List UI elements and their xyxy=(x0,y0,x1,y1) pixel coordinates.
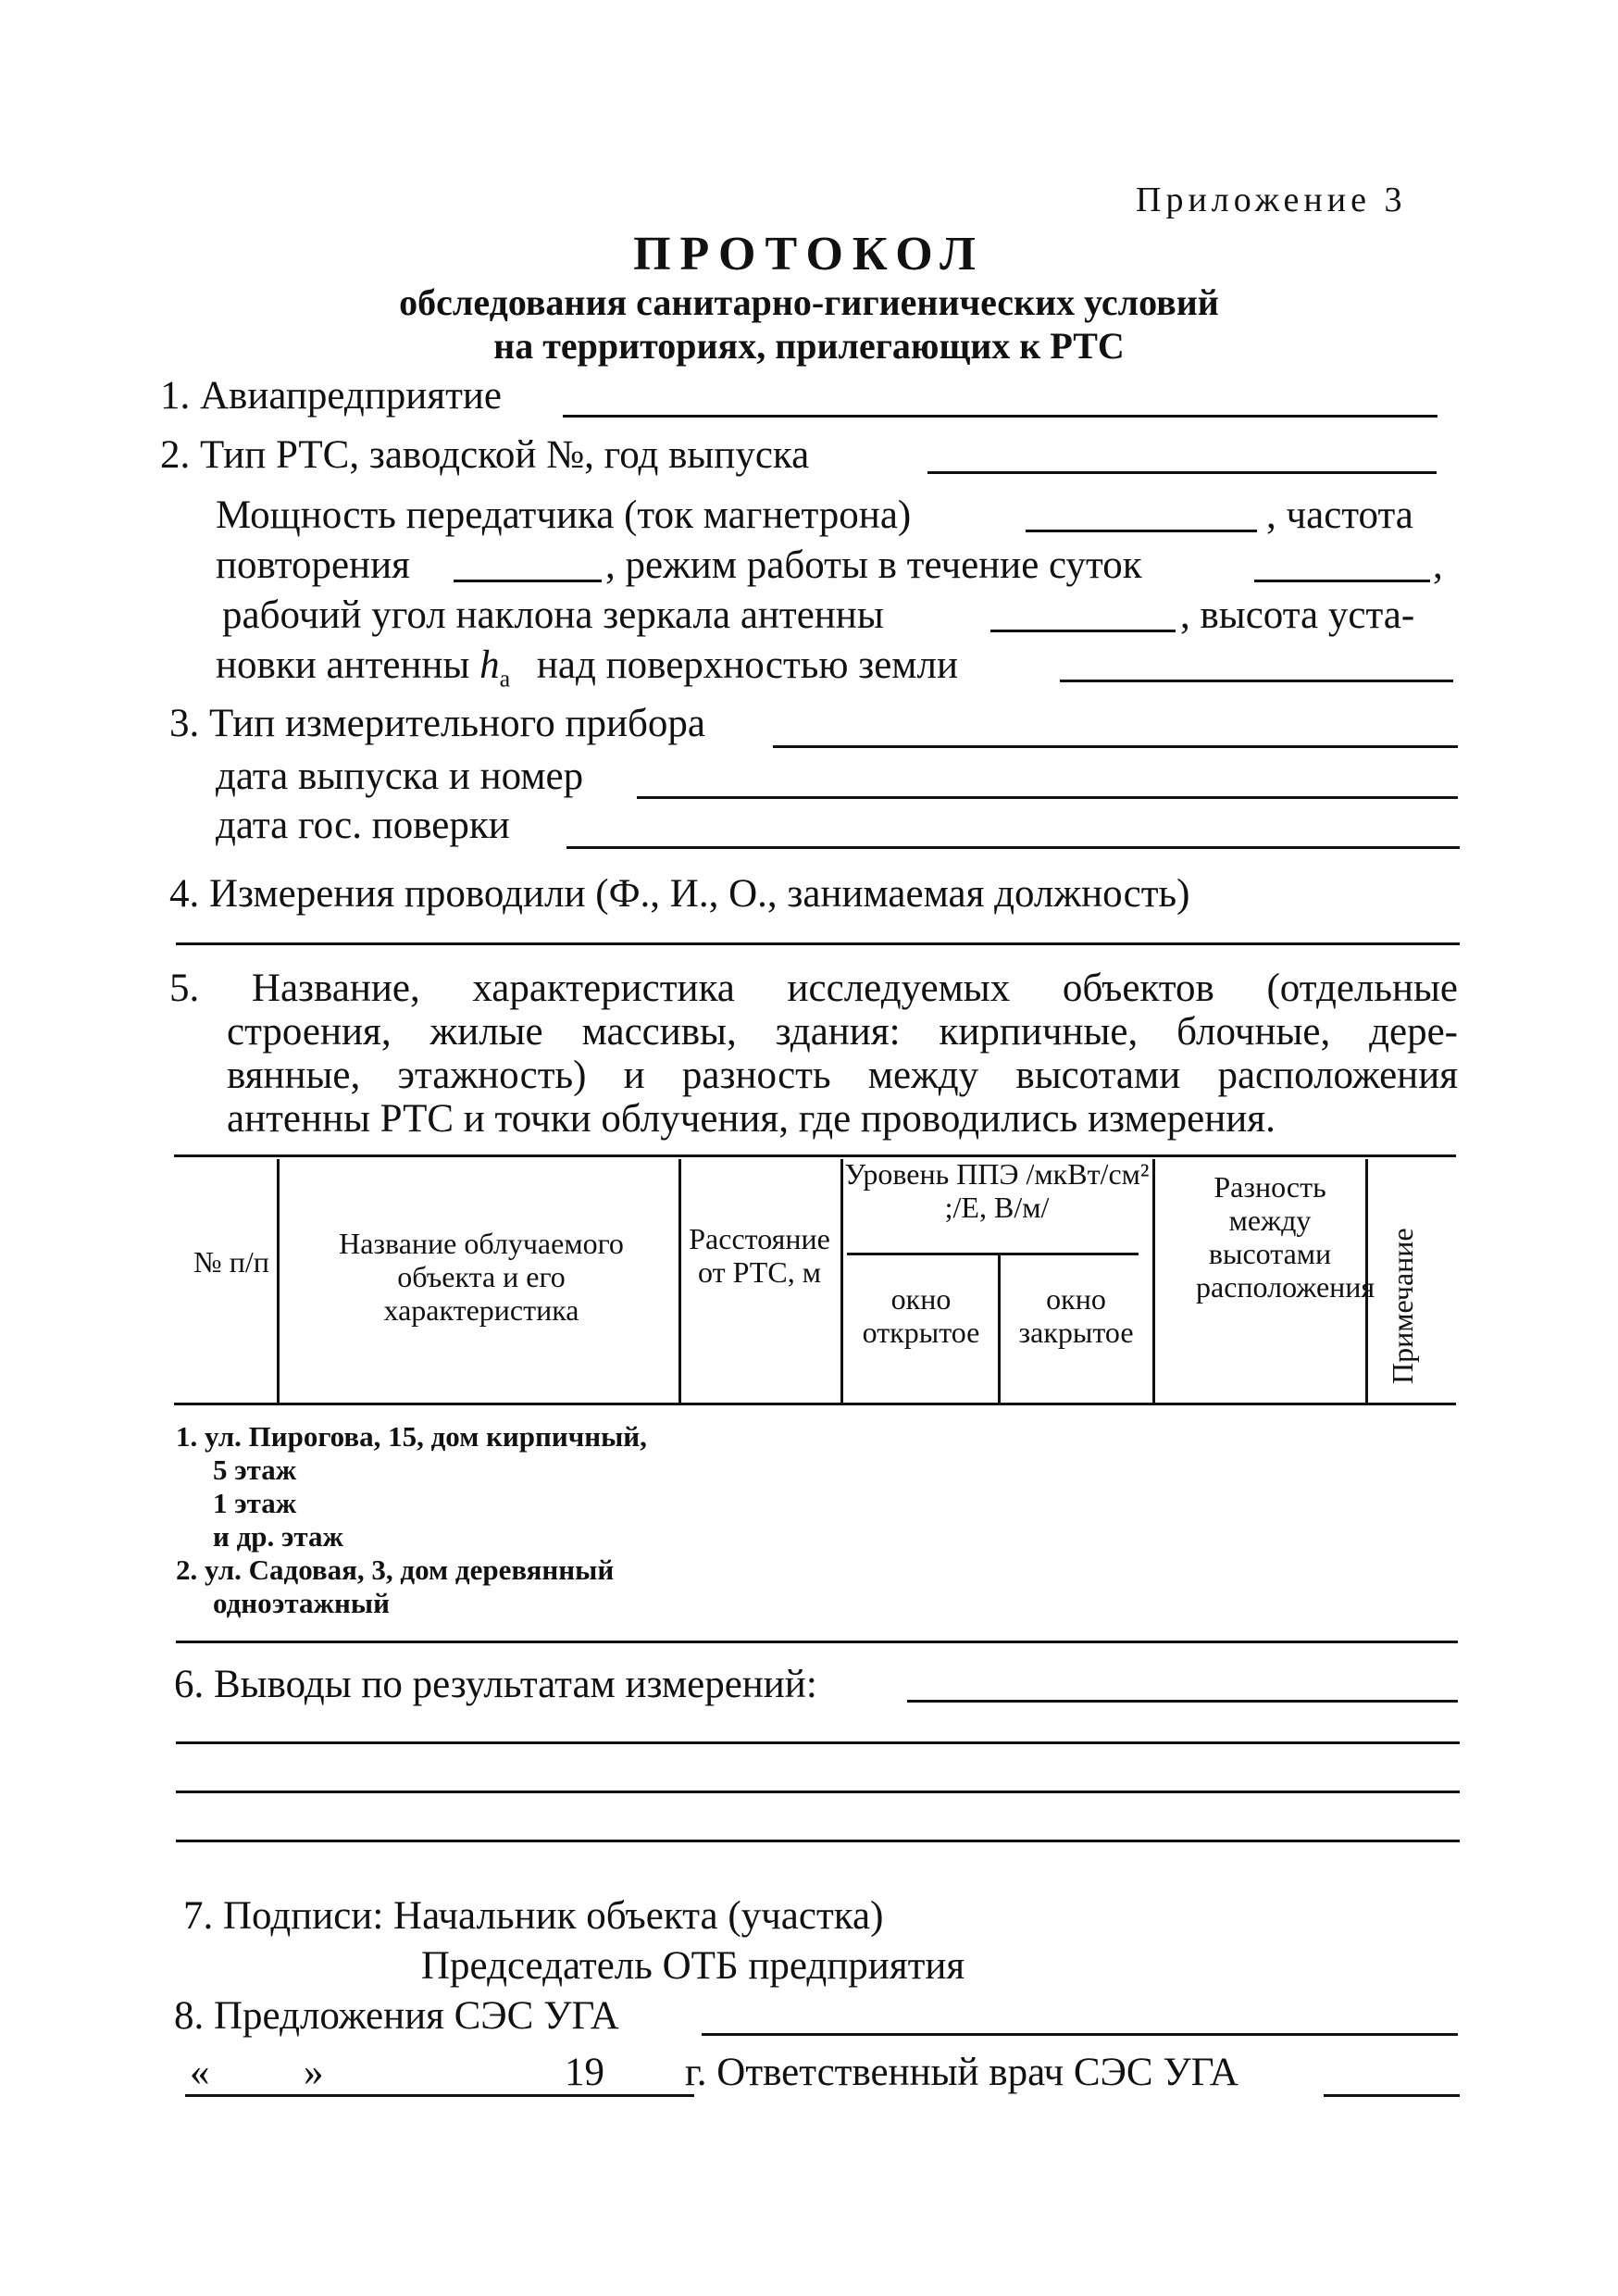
item-2-angle-label: рабочий угол наклона зеркала антенны xyxy=(222,593,884,637)
document-title: ПРОТОКОЛ xyxy=(633,228,985,281)
responsible-doctor-label: г. Ответственный врач СЭС УГА xyxy=(685,2051,1238,2094)
item-5-line-4: антенны РТС и точки облучения, где проводились измерения. xyxy=(227,1097,1276,1141)
item-6-field-3[interactable] xyxy=(176,1791,1460,1793)
item-2-repeat-label: повторения xyxy=(216,543,410,587)
table-row: одноэтажный xyxy=(213,1587,390,1619)
item-2-height-label: , высота уста- xyxy=(1180,593,1415,637)
header-object-name: Название облучаемого объекта и его характеристика xyxy=(339,1227,624,1327)
table-row: 5 этаж xyxy=(213,1454,297,1486)
item-2-antenna-label xyxy=(216,645,958,692)
table-end-rule xyxy=(176,1641,1458,1643)
item-3-label: 3. Тип измерительного прибора xyxy=(169,702,705,745)
table-row: 2. ул. Садовая, 3, дом деревянный xyxy=(176,1554,615,1586)
item-2-power-label: Мощность передатчика (ток магнетрона) xyxy=(216,493,912,537)
item-5-line-2: строения, жилые массивы, здания: кирпичные, блочные, дере- xyxy=(227,1010,1458,1054)
item-8-field[interactable] xyxy=(702,2033,1458,2036)
item-7-chairman: Председатель ОТБ предприятия xyxy=(421,1944,965,1988)
item-2-frequency-label: , частота xyxy=(1266,493,1413,537)
item-6-field-1[interactable] xyxy=(907,1700,1458,1703)
item-2-h-subscript: а xyxy=(499,665,511,693)
document-subtitle-1: обследования санитарно-гигиенических условий xyxy=(399,281,1219,323)
header-window-open: окно открытое xyxy=(862,1282,980,1349)
header-num: № п/п xyxy=(193,1245,269,1279)
item-8-label: 8. Предложения СЭС УГА xyxy=(174,1994,619,2038)
date-quote-open: « xyxy=(190,2051,210,2094)
item-5-line-3: вянные, этажность) и разность между высотами расположения xyxy=(227,1054,1458,1097)
item-6-field-2[interactable] xyxy=(176,1741,1460,1744)
item-5-line-1: 5. Название, характеристика исследуемых объектов (отдельные xyxy=(169,967,1458,1010)
table-row: 1 этаж xyxy=(213,1487,297,1519)
table-divider xyxy=(840,1159,843,1403)
table-divider xyxy=(1152,1159,1155,1403)
item-2-ground-text: над поверхностью земли xyxy=(536,643,958,687)
item-3-check-label: дата гос. поверки xyxy=(216,804,510,847)
item-2-antenna-text: новки антенны xyxy=(216,643,470,687)
item-2-repeat-field[interactable] xyxy=(454,580,602,582)
item-3-issue-label: дата выпуска и номер xyxy=(216,755,584,798)
item-2-mode-field[interactable] xyxy=(1254,580,1430,582)
table-divider xyxy=(678,1159,681,1403)
header-ppe-level: Уровень ППЭ /мкВт/см² ;/Е, В/м/ xyxy=(844,1157,1150,1224)
header-window-closed: окно закрытое xyxy=(1018,1282,1134,1349)
item-7-label: 7. Подписи: Начальник объекта (участка) xyxy=(183,1894,884,1938)
item-2-h-symbol: h xyxy=(479,643,500,687)
date-quote-close: » xyxy=(304,2051,324,2094)
item-2-angle-field[interactable] xyxy=(990,630,1176,632)
appendix-label: Приложение 3 xyxy=(1136,181,1407,219)
item-4-label: 4. Измерения проводили (Ф., И., О., занимаемая должность) xyxy=(169,872,1190,916)
document-subtitle-2: на территориях, прилегающих к РТС xyxy=(493,325,1125,367)
item-3-field[interactable] xyxy=(773,745,1458,748)
date-year: 19 xyxy=(565,2051,604,2094)
table-bottom-rule xyxy=(174,1403,1456,1405)
item-2-mode-label: , режим работы в течение суток xyxy=(605,543,1142,587)
item-3-issue-field[interactable] xyxy=(637,796,1458,799)
table-row: и др. этаж xyxy=(213,1520,344,1553)
header-height-diff: Разность между высотами расположения xyxy=(1196,1170,1375,1304)
table-top-rule xyxy=(174,1154,1456,1157)
item-1-field[interactable] xyxy=(563,415,1438,418)
item-6-label: 6. Выводы по результатам измерений: xyxy=(174,1663,817,1706)
item-2-power-field[interactable] xyxy=(1026,530,1257,532)
item-2-antenna-field[interactable] xyxy=(1060,680,1453,682)
item-2-label: 2. Тип РТС, заводской №, год выпуска xyxy=(160,433,810,477)
item-3-check-field[interactable] xyxy=(566,846,1460,849)
table-divider xyxy=(998,1254,1001,1403)
table-level-subrule xyxy=(847,1253,1139,1255)
item-2-field[interactable] xyxy=(927,471,1437,474)
header-distance: Расстояние от РТС, м xyxy=(689,1222,830,1289)
header-note: Примечание xyxy=(1386,1228,1419,1384)
item-4-field[interactable] xyxy=(176,942,1460,945)
table-divider xyxy=(277,1159,280,1403)
item-6-field-4[interactable] xyxy=(176,1840,1460,1842)
item-2-mode-comma: , xyxy=(1433,543,1443,587)
item-1-label: 1. Авиапредприятие xyxy=(160,374,502,418)
table-row: 1. ул. Пирогова, 15, дом кирпичный, xyxy=(176,1420,647,1453)
date-field[interactable] xyxy=(185,2094,694,2097)
responsible-doctor-field[interactable] xyxy=(1324,2094,1460,2097)
